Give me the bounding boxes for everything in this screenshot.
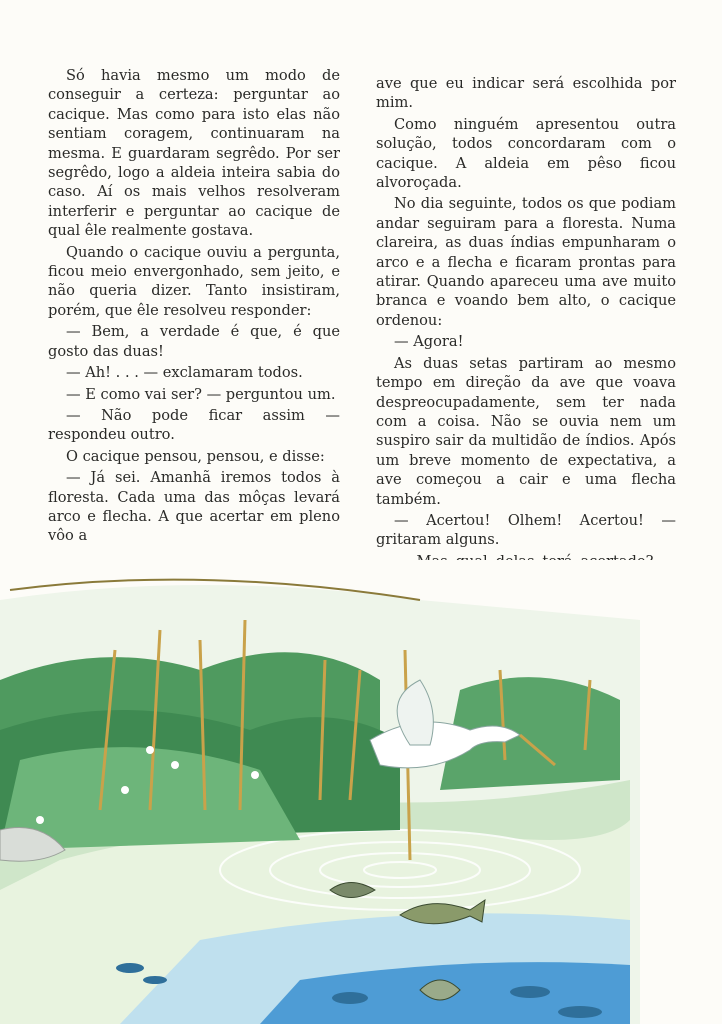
dialogue-line: — E como vai ser? — perguntou um. (66, 385, 336, 403)
dialogue-line: — Já sei. Amanhã iremos todos à floresta. Cada uma das môças levará arco e flecha. A que acertar em pleno vôo a (48, 469, 340, 545)
paragraph-continuation: ave que eu indicar será escolhida por mim. (376, 75, 676, 112)
paragraph: Quando o cacique ouviu a pergunta, ficou meio envergonhado, sem jeito, e não queria dizer. Tanto insistiram, porém, que êle resolveu responder: (48, 243, 340, 319)
text-column-right (376, 74, 676, 593)
paragraph: As duas setas partiram ao mesmo tempo em direção da ave que voava despreocupadamente, sem ter nada com a coisa. Não se ouvia nem um suspiro sair da multidão de índios. Após um breve momento de expectativa, a ave começou a cair e uma flecha também. (376, 354, 676, 508)
dialogue-line: — Bem, a verdade é que, é que gosto das duas! (48, 323, 340, 360)
dialogue-line: — Acertou! Olhem! Acertou! — gritaram alguns. (376, 511, 676, 549)
paragraph: O cacique pensou, pensou, e disse: (66, 447, 325, 465)
paragraph: No dia seguinte, todos os que podiam andar seguiram para a floresta. Numa clareira, as duas índias empunharam o arco e a flecha e ficaram prontas para atirar. Quando apareceu uma ave muito branca e voando bem alto, o cacique ordenou: (376, 195, 676, 329)
dialogue-line: — Ah! . . . — exclamaram todos. (66, 364, 303, 382)
dialogue-line: — Agora! (394, 333, 464, 351)
pond-illustration (0, 560, 722, 1024)
paragraph: Como ninguém apresentou outra solução, todos concordaram com o cacique. A aldeia em pêso ficou alvoroçada. (376, 115, 676, 192)
text-column-left (48, 66, 340, 548)
paragraph: Só havia mesmo um modo de conseguir a certeza: perguntar ao cacique. Mas como para isto elas não sentiam coragem, continuaram na mesma. E guardaram segrêdo. Por ser segrêdo, logo a aldeia inteira sabia do caso. Aí os mais velhos resolveram interferir e perguntar ao cacique de qual êle realmente gostava. (48, 67, 340, 240)
dialogue-line: — Não pode ficar assim — respondeu outro. (48, 406, 340, 444)
